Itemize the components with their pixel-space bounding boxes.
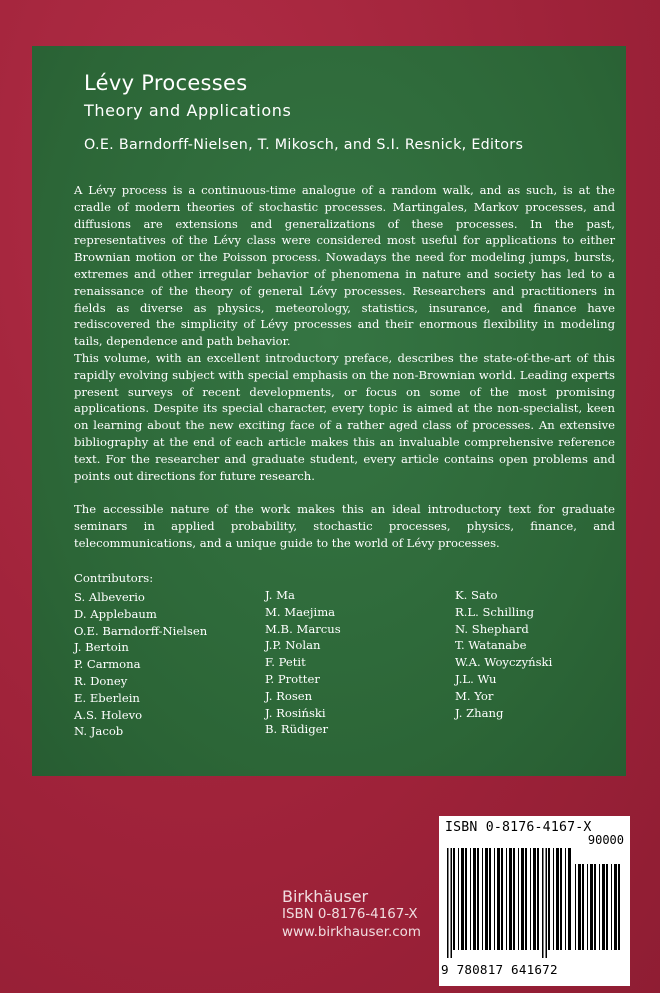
barcode-bar bbox=[575, 864, 576, 950]
barcode-bar bbox=[470, 848, 471, 950]
barcode-bar bbox=[565, 848, 566, 950]
book-subtitle: Theory and Applications bbox=[84, 101, 292, 120]
barcode-bar bbox=[560, 848, 562, 950]
contributor-name: M.B. Marcus bbox=[265, 621, 341, 636]
barcode-bar bbox=[461, 848, 464, 950]
contributors-heading: Contributors: bbox=[74, 571, 154, 585]
contributor-name: B. Rüdiger bbox=[265, 722, 329, 737]
barcode-bar bbox=[521, 848, 524, 950]
contributor-name: M. Maejima bbox=[265, 604, 336, 619]
contributor-name: W.A. Woyczyński bbox=[455, 655, 553, 670]
barcode-bar bbox=[614, 864, 617, 950]
contributor-name: E. Eberlein bbox=[74, 690, 140, 705]
barcode-bar bbox=[494, 848, 495, 950]
contributor-name: J. Rosiński bbox=[265, 705, 326, 720]
contributor-name: D. Applebaum bbox=[74, 606, 157, 621]
contributors-column-3 bbox=[455, 587, 552, 721]
barcode-bar bbox=[509, 848, 512, 950]
contributor-name: S. Albeverio bbox=[74, 590, 145, 604]
barcode-bar bbox=[556, 848, 559, 950]
contributor-name: R.L. Schilling bbox=[455, 604, 535, 619]
barcode-bar bbox=[465, 848, 467, 950]
contributor-name: J. Rosen bbox=[265, 688, 313, 703]
barcode-bar bbox=[611, 864, 612, 950]
barcode-bar bbox=[582, 864, 584, 950]
barcode-bar bbox=[546, 848, 548, 958]
barcode-bar bbox=[594, 864, 596, 950]
contributor-name: J.L. Wu bbox=[455, 671, 497, 686]
barcode-addon-digits: 90000 bbox=[587, 833, 624, 847]
book-title: Lévy Processes bbox=[84, 71, 248, 95]
contributor-name: J.P. Nolan bbox=[265, 638, 321, 653]
barcode-bar bbox=[568, 848, 571, 950]
publisher-name: Birkhäuser bbox=[282, 887, 369, 906]
barcode-bar bbox=[537, 848, 539, 950]
barcode-bars-icon bbox=[447, 848, 571, 958]
publisher-block bbox=[282, 888, 421, 942]
barcode-bar bbox=[506, 848, 507, 950]
barcode-addon-bars-icon bbox=[575, 864, 623, 958]
barcode-bar bbox=[447, 848, 449, 958]
barcode-bar bbox=[482, 848, 483, 950]
contributor-name: O.E. Barndorff-Nielsen bbox=[74, 623, 208, 638]
barcode-isbn-text: ISBN 0-8176-4167-X bbox=[445, 820, 592, 835]
contributor-name: J. Ma bbox=[265, 588, 295, 602]
barcode-bar bbox=[453, 848, 455, 950]
barcode-bar bbox=[599, 864, 600, 950]
contributor-name: M. Yor bbox=[455, 688, 494, 703]
barcode-label bbox=[439, 816, 630, 986]
barcode-bar bbox=[451, 848, 453, 958]
contributors-column-2 bbox=[265, 587, 341, 738]
description-paragraph-2: This volume, with an excellent introductory preface, describes the state-of-the-art of this rapidly evolving subject with special emphasis on the non-Brownian world. Leading experts present surveys of recent developments, or focus on some of the most promising applications. Despite its special character, every topic is aimed at the non-specialist, keen on learning about the new exciting face of a rather aged class of processes. An extensive bibliography at the end of each article makes this an invaluable comprehensive reference text. For the researcher and graduate student, every article contains open problems and points out directions for future research. bbox=[74, 351, 615, 483]
contributor-name: K. Sato bbox=[455, 588, 498, 602]
contributor-name: F. Petit bbox=[265, 655, 306, 670]
barcode-bar bbox=[548, 848, 550, 950]
barcode-bar bbox=[618, 864, 620, 950]
contributors-column-1 bbox=[74, 589, 207, 740]
publisher-url: www.birkhauser.com bbox=[282, 925, 421, 940]
contributor-name: P. Carmona bbox=[74, 657, 141, 672]
barcode-bar bbox=[578, 864, 581, 950]
barcode-bar bbox=[553, 848, 554, 950]
barcode-bar bbox=[606, 864, 608, 950]
barcode-bar bbox=[458, 848, 459, 950]
contributor-name: R. Doney bbox=[74, 673, 128, 688]
barcode-bar bbox=[533, 848, 536, 950]
barcode-bar bbox=[530, 848, 531, 950]
publisher-isbn: ISBN 0-8176-4167-X bbox=[282, 907, 418, 922]
green-text-panel bbox=[32, 46, 626, 776]
barcode-bar bbox=[518, 848, 519, 950]
contributor-name: T. Watanabe bbox=[455, 638, 527, 653]
contributor-name: J. Bertoin bbox=[74, 640, 129, 655]
barcode-bar bbox=[590, 864, 593, 950]
editors-line: O.E. Barndorff-Nielsen, T. Mikosch, and S.I. Resnick, Editors bbox=[84, 137, 524, 153]
description-paragraph-3: The accessible nature of the work makes this an ideal introductory text for graduate seminars in applied probability, stochastic processes, physics, finance, and telecommunications, and a unique guide to the world of Lévy processes. bbox=[74, 502, 615, 550]
barcode-bar bbox=[513, 848, 515, 950]
barcode-bar bbox=[525, 848, 527, 950]
contributor-name: P. Protter bbox=[265, 671, 320, 686]
barcode-bar bbox=[485, 848, 488, 950]
barcode-bar bbox=[497, 848, 500, 950]
barcode-bar bbox=[489, 848, 491, 950]
contributor-name: N. Jacob bbox=[74, 724, 124, 739]
barcode-ean-digits: 9 780817 641672 bbox=[441, 962, 558, 977]
contributor-name: N. Shephard bbox=[455, 621, 529, 636]
contributor-name: A.S. Holevo bbox=[74, 707, 143, 722]
description-paragraph-1: A Lévy process is a continuous-time analogue of a random walk, and as such, is at the cradle of modern theories of stochastic processes. Martingales, Markov processes, and diffusions are extensions and generalizations of these processes. In the past, representatives of the Lévy class were considered most useful for applications to either Brownian motion or the Poisson process. Nowadays the need for modeling jumps, bursts, extremes and other irregular behavior of phenomena in nature and society has led to a renaissance of the theory of general Lévy processes. Researchers and practitioners in fields as diverse as physics, meteorology, statistics, insurance, and finance have rediscovered the simplicity of Lévy processes and their enormous flexibility in modeling tails, dependence and path behavior. bbox=[74, 183, 615, 349]
barcode-bar bbox=[477, 848, 479, 950]
barcode-bar bbox=[473, 848, 476, 950]
barcode-bar bbox=[602, 864, 605, 950]
contributor-name: J. Zhang bbox=[455, 705, 504, 720]
barcode-bar bbox=[542, 848, 544, 958]
barcode-bar bbox=[587, 864, 588, 950]
barcode-bar bbox=[501, 848, 503, 950]
